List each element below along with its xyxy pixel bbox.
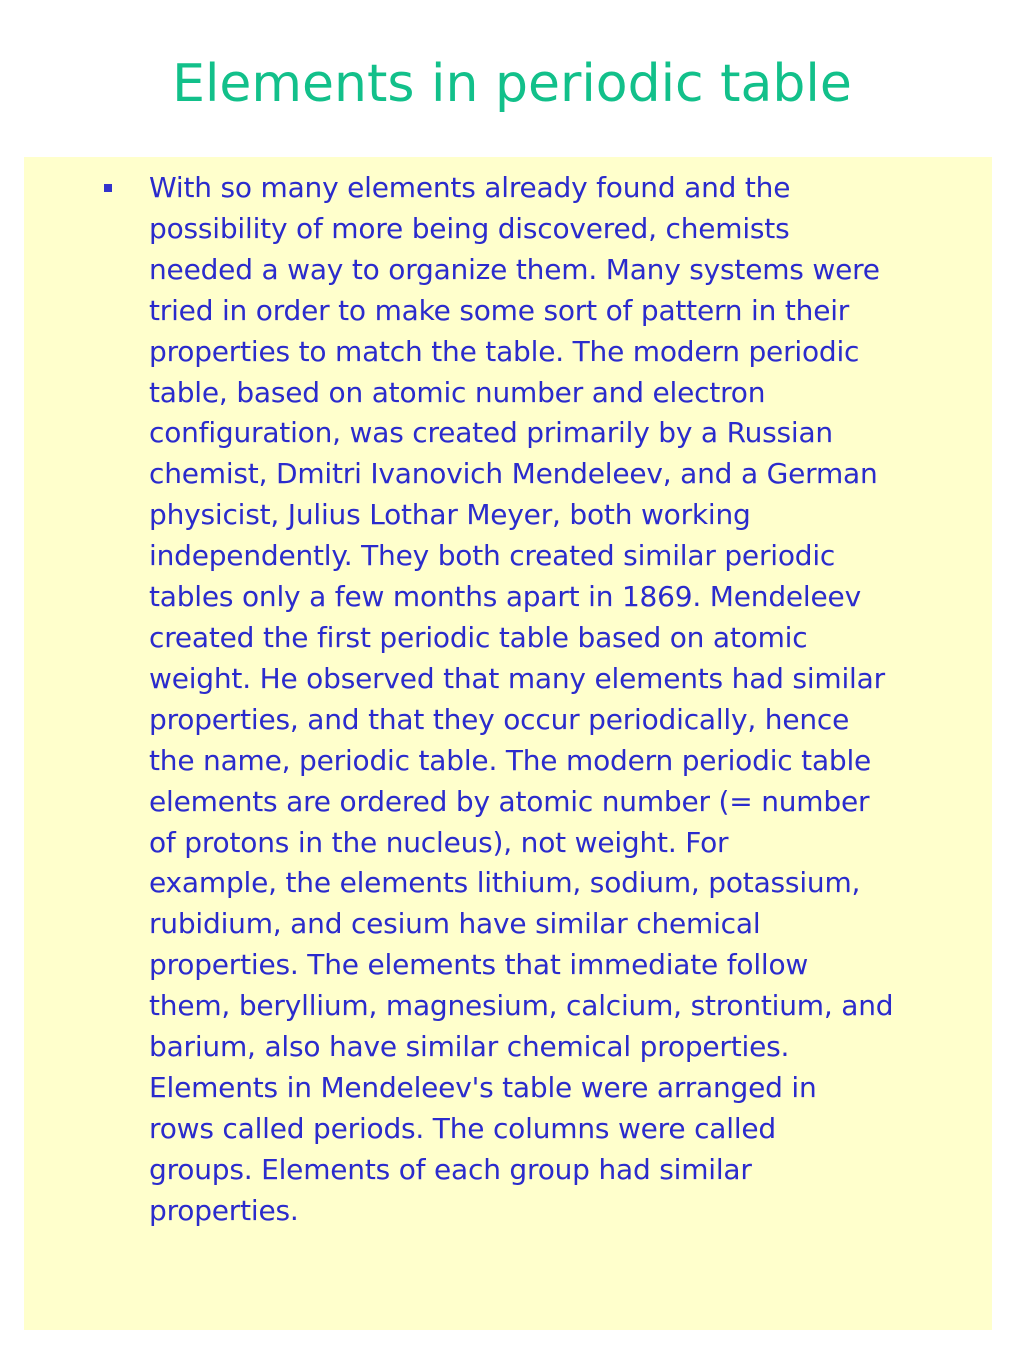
square-bullet-icon bbox=[104, 184, 112, 192]
slide-title: Elements in periodic table bbox=[172, 54, 852, 114]
bullet-text: With so many elements already found and the possibility of more being discovered, chemists needed a way to organize them. Many systems were tried in order to make some sort of pattern in their properties to match the table. The modern periodic table, based on atomic number and electron configuration, was created primarily by a Russian chemist, Dmitri Ivanovich Mendeleev, and a German physicist, Julius Lothar Meyer, both working independently. They both created similar periodic tables only a few months apart in 1869. Mendeleev created the first periodic table based on atomic weight. He observed that many elements had similar properties, and that they occur periodically, hence the name, periodic table. The modern periodic table elements are ordered by atomic number (= number of protons in the nucleus), not weight. For example, the elements lithium, sodium, potassium, rubidium, and cesium have similar chemical properties. The elements that immediate follow them, beryllium, magnesium, calcium, strontium, and barium, also have similar chemical properties. Elements in Mendeleev's table were arranged in rows called periods. The columns were called groups. Elements of each group had similar properties. bbox=[149, 171, 894, 1227]
